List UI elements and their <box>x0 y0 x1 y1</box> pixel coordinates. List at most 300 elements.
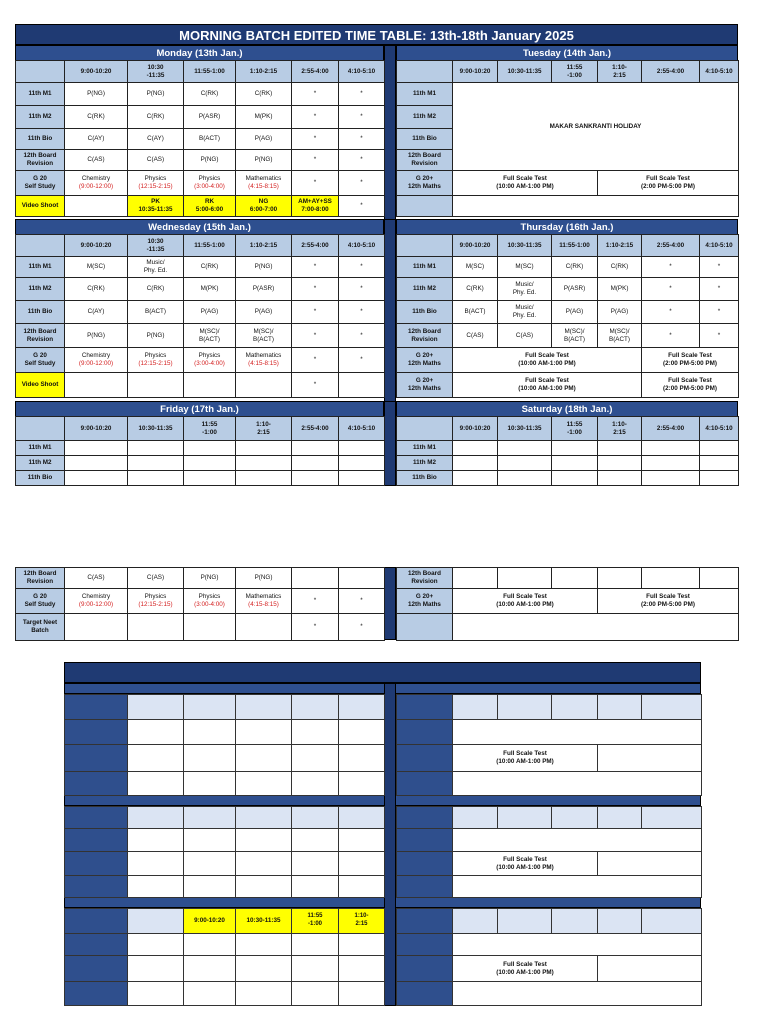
cell-text: G 20+ 12th Maths <box>397 589 453 614</box>
cell-text: 11th Bio <box>16 301 65 324</box>
table-cell <box>498 807 552 829</box>
table-cell <box>128 807 184 829</box>
table-cell <box>65 852 128 876</box>
cell-text: * <box>292 324 339 348</box>
table-cell <box>453 807 498 829</box>
cell-text: 10:30-11:35 <box>498 235 552 257</box>
cell-text: * <box>339 257 385 278</box>
table-cell <box>16 417 65 441</box>
table-cell <box>642 456 700 471</box>
cell-text: (4:15-8:15) <box>248 360 279 367</box>
cell-text: M(PK) <box>598 278 642 301</box>
table-cell <box>236 934 292 956</box>
table-cell <box>128 829 184 852</box>
cell-text: * <box>292 614 339 641</box>
cell-text: Full Scale Test <box>503 750 547 758</box>
cell-text: (2:00 PM-5:00 PM) <box>641 601 695 608</box>
cell-text: (4:15-8:15) <box>248 183 279 190</box>
table-cell <box>642 909 702 934</box>
table-cell <box>292 829 339 852</box>
cell-text: (10:00 AM-1:00 PM) <box>518 385 576 392</box>
column-divider <box>384 683 396 1006</box>
table-cell <box>453 720 702 745</box>
cell-text: (12:15-2:15) <box>138 360 173 367</box>
cell-text: (12:15-2:15) <box>138 183 173 190</box>
cell-text: 9:00-10:20 <box>453 61 498 83</box>
cell-text: * <box>292 373 339 398</box>
cell-text: * <box>642 278 700 301</box>
cell-text: 10:30-11:35 <box>128 417 184 441</box>
column-divider <box>384 401 396 486</box>
cell-text: 10:30-11:35 <box>498 61 552 83</box>
cell-text: M(SC)/ B(ACT) <box>236 324 292 348</box>
table-cell <box>292 807 339 829</box>
cell-text: 9:00-10:20 <box>453 235 498 257</box>
cell-text: 2:55-4:00 <box>292 417 339 441</box>
table-cell <box>236 982 292 1006</box>
cell-text: 4:10-5:10 <box>339 235 385 257</box>
cell-text: Physics <box>198 175 221 183</box>
day-header-wednesday: Wednesday (15th Jan.) <box>15 219 384 236</box>
table-cell <box>598 471 642 486</box>
table-cell <box>598 745 702 772</box>
cell-text: 2:55-4:00 <box>642 417 700 441</box>
cell-text: 4:10-5:10 <box>700 417 739 441</box>
cell-text: (3:00-4:00) <box>194 183 225 190</box>
cell: C(AY) <box>65 129 128 150</box>
table-cell <box>700 471 739 486</box>
table-cell <box>65 772 128 796</box>
cell-text: 12th Board Revision <box>397 324 453 348</box>
table-cell <box>65 745 128 772</box>
table-cell <box>128 909 184 934</box>
table-cell <box>128 852 184 876</box>
cell-text: (10:00 AM-1:00 PM) <box>496 183 554 190</box>
cell-text: Chemistry <box>81 593 111 601</box>
table-cell <box>236 876 292 898</box>
cell-text: Full Scale Test <box>646 593 690 601</box>
table-cell <box>184 956 236 982</box>
cell-text: * <box>339 614 385 641</box>
cell: * <box>292 129 339 150</box>
table-cell <box>397 417 453 441</box>
table-cell <box>397 720 453 745</box>
table-cell <box>65 807 128 829</box>
table-cell <box>339 720 385 745</box>
table-cell <box>65 876 128 898</box>
table-cell <box>292 720 339 745</box>
table-cell <box>642 807 702 829</box>
cell-text: Full Scale Test <box>525 377 569 385</box>
template-table <box>64 806 385 898</box>
table-cell <box>236 589 292 614</box>
table-cell <box>552 456 598 471</box>
table-cell <box>236 745 292 772</box>
cell-text: 11th M1 <box>397 257 453 278</box>
table-cell <box>184 471 236 486</box>
table-cell <box>128 876 184 898</box>
table-cell <box>453 745 598 772</box>
table-cell <box>184 720 236 745</box>
cell-text: * <box>700 257 739 278</box>
table-cell <box>128 471 184 486</box>
cell-text: 11th M2 <box>397 278 453 301</box>
table-cell <box>292 568 339 589</box>
cell: C(AY) <box>128 129 184 150</box>
cell-text: C(RK) <box>453 278 498 301</box>
cell-text: 9:00-10:20 <box>184 909 236 934</box>
table-cell <box>128 441 184 456</box>
cell: * <box>292 171 339 196</box>
table-cell <box>453 456 498 471</box>
table-cell <box>339 829 385 852</box>
cell-text: 11th M2 <box>397 106 453 129</box>
table-cell <box>453 196 739 217</box>
table-cell <box>128 348 184 373</box>
table-cell <box>453 348 642 373</box>
cell-text: * <box>339 301 385 324</box>
table-cell <box>397 934 453 956</box>
cell-text: 11th M1 <box>397 441 453 456</box>
cell: B(ACT) <box>184 129 236 150</box>
cell-text: 9:00-10:20 <box>65 235 128 257</box>
cell-text: C(RK) <box>184 257 236 278</box>
cell-text: M(SC) <box>65 257 128 278</box>
table-cell <box>236 441 292 456</box>
slot-header: 2:55-4:00 <box>292 61 339 83</box>
table-cell <box>397 807 453 829</box>
cell-text: 9:00-10:20 <box>65 417 128 441</box>
table-cell <box>128 373 184 398</box>
cell-text: 10:30 -11:35 <box>128 235 184 257</box>
cell-text: 10:30-11:35 <box>498 417 552 441</box>
cell-text: Music/ Phy. Ed. <box>498 301 552 324</box>
cell-text: Full Scale Test <box>503 175 547 183</box>
cell: * <box>339 83 385 106</box>
cell-text: 11th Bio <box>397 301 453 324</box>
cell-text: 11th Bio <box>16 471 65 486</box>
table-cell <box>700 568 739 589</box>
row-label: 12th Board Revision <box>16 150 65 171</box>
table-cell <box>339 745 385 772</box>
table-cell <box>236 614 292 641</box>
cell-text: * <box>292 257 339 278</box>
cell-text: 11th M1 <box>16 257 65 278</box>
table-cell <box>397 982 453 1006</box>
cell-text: G 20 Self Study <box>16 589 65 614</box>
cell-text: C(AS) <box>453 324 498 348</box>
cell-text: G 20+ 12th Maths <box>397 373 453 398</box>
template-table <box>64 908 385 1006</box>
table-cell <box>598 441 642 456</box>
table-cell <box>65 695 128 720</box>
table-cell <box>498 456 552 471</box>
cell: * <box>339 150 385 171</box>
cell-text: (9:00-12:00) <box>78 360 114 367</box>
cell: PK 10:35-11:35 <box>128 196 184 217</box>
cell-text: 11th M1 <box>397 83 453 106</box>
table-cell <box>552 695 598 720</box>
column-divider <box>384 45 396 220</box>
table-cell <box>339 956 385 982</box>
table-cell <box>339 373 385 398</box>
cell-text: C(AS) <box>128 568 184 589</box>
template-day-bar <box>64 897 701 908</box>
table-cell <box>236 956 292 982</box>
table-cell <box>598 695 642 720</box>
table-cell <box>397 196 453 217</box>
cell: C(RK) <box>184 83 236 106</box>
table-cell <box>184 982 236 1006</box>
table-cell <box>552 807 598 829</box>
column-divider <box>384 567 396 640</box>
cell-text: Full Scale Test <box>668 377 712 385</box>
cell-text: 11:55 -1:00 <box>292 909 339 934</box>
cell-text: Music/ Phy. Ed. <box>498 278 552 301</box>
table-cell <box>292 695 339 720</box>
cell <box>236 171 292 196</box>
cell-text: G 20 Self Study <box>16 348 65 373</box>
cell-text: G 20+ 12th Maths <box>397 171 453 196</box>
table-cell <box>184 745 236 772</box>
cell-text: 11:55-1:00 <box>184 235 236 257</box>
table-cell <box>128 456 184 471</box>
table-cell <box>453 909 498 934</box>
cell-text: P(NG) <box>236 257 292 278</box>
cell-text: * <box>642 257 700 278</box>
friday-table <box>15 416 385 486</box>
cell <box>184 171 236 196</box>
table-cell <box>292 876 339 898</box>
cell-text: 1:10- 2:15 <box>598 61 642 83</box>
table-cell <box>339 772 385 796</box>
table-cell <box>552 909 598 934</box>
table-cell <box>598 807 642 829</box>
cell-text: 11th M1 <box>16 441 65 456</box>
cell-text: Full Scale Test <box>646 175 690 183</box>
cell-text: Chemistry <box>81 175 111 183</box>
cell: * <box>292 150 339 171</box>
cell-text: 4:10-5:10 <box>339 417 385 441</box>
tuesday-table <box>396 60 739 217</box>
cell-text: 11:55-1:00 <box>552 235 598 257</box>
table-cell <box>128 745 184 772</box>
table-cell <box>339 471 385 486</box>
table-cell <box>184 614 236 641</box>
table-cell <box>700 441 739 456</box>
table-cell <box>598 456 642 471</box>
cell-text: P(NG) <box>65 324 128 348</box>
table-cell <box>65 373 128 398</box>
table-cell <box>598 568 642 589</box>
table-cell <box>65 441 128 456</box>
cell-text: P(ASR) <box>236 278 292 301</box>
cell: C(AS) <box>128 150 184 171</box>
table-cell <box>184 348 236 373</box>
template-table <box>396 806 702 898</box>
cell-text: C(AS) <box>65 568 128 589</box>
table-cell <box>236 456 292 471</box>
cell-text: * <box>339 589 385 614</box>
cell-text: 4:10-5:10 <box>700 235 739 257</box>
cell-text: 1:10- 2:15 <box>339 909 385 934</box>
cell-text: M(SC)/ B(ACT) <box>552 324 598 348</box>
cell-text: M(SC)/ B(ACT) <box>598 324 642 348</box>
table-cell <box>16 235 65 257</box>
cell: P(ASR) <box>184 106 236 129</box>
table-cell <box>339 807 385 829</box>
cell: P(NG) <box>236 150 292 171</box>
table-cell <box>184 876 236 898</box>
table-cell <box>642 568 700 589</box>
cell-text: P(AG) <box>598 301 642 324</box>
table-cell <box>397 772 453 796</box>
cell: * <box>339 196 385 217</box>
cell: * <box>292 83 339 106</box>
table-cell <box>65 456 128 471</box>
column-divider <box>384 219 396 402</box>
cell: P(AG) <box>236 129 292 150</box>
table-cell <box>552 471 598 486</box>
table-cell <box>552 568 598 589</box>
day-header-saturday: Saturday (18th Jan.) <box>396 401 738 418</box>
table-cell <box>598 956 702 982</box>
table-cell <box>700 456 739 471</box>
cell-text: B(ACT) <box>453 301 498 324</box>
cell-text: Full Scale Test <box>668 352 712 360</box>
cell-text: 1:10- 2:15 <box>236 417 292 441</box>
table-cell <box>453 956 598 982</box>
cell-text: * <box>339 324 385 348</box>
cell-text: (3:00-4:00) <box>194 601 225 608</box>
table-cell <box>397 235 453 257</box>
table-cell <box>236 829 292 852</box>
cell-text: P(AG) <box>184 301 236 324</box>
table-cell <box>453 695 498 720</box>
cell: * <box>339 129 385 150</box>
table-cell <box>453 373 642 398</box>
cell-text: P(AG) <box>236 301 292 324</box>
template-title-bar <box>64 662 701 683</box>
cell-text: * <box>700 278 739 301</box>
table-cell <box>292 982 339 1006</box>
table-cell <box>65 471 128 486</box>
table-cell <box>498 568 552 589</box>
table-cell <box>292 441 339 456</box>
table-cell <box>397 829 453 852</box>
cell-text: 2:55-4:00 <box>292 235 339 257</box>
cell: C(RK) <box>128 106 184 129</box>
table-cell <box>236 772 292 796</box>
table-cell <box>236 373 292 398</box>
template-day-bar <box>64 795 701 806</box>
cell-text: * <box>292 278 339 301</box>
table-cell <box>397 745 453 772</box>
cell-text: * <box>292 348 339 373</box>
table-cell <box>339 456 385 471</box>
cell-text: 12th Board Revision <box>397 150 453 171</box>
cell-text: Full Scale Test <box>503 593 547 601</box>
cell-text: 1:10-2:15 <box>598 235 642 257</box>
table-cell <box>184 829 236 852</box>
table-cell <box>642 695 702 720</box>
cell-text: (4:15-8:15) <box>248 601 279 608</box>
cell-text: 9:00-10:20 <box>453 417 498 441</box>
table-cell <box>65 982 128 1006</box>
cell-text: M(SC)/ B(ACT) <box>184 324 236 348</box>
cell-text: (10:00 AM-1:00 PM) <box>496 968 554 976</box>
table-cell <box>292 956 339 982</box>
table-cell <box>642 441 700 456</box>
cell-text: * <box>339 278 385 301</box>
table-cell <box>16 61 65 83</box>
cell-text: Target Neet Batch <box>16 614 65 641</box>
cell-text: 12th Board Revision <box>16 324 65 348</box>
cell-text: Mathematics <box>245 175 282 183</box>
table-cell <box>453 471 498 486</box>
table-cell <box>397 956 453 982</box>
cell-text: M(SC) <box>453 257 498 278</box>
table-cell <box>65 934 128 956</box>
cell-text: * <box>642 301 700 324</box>
table-cell <box>65 909 128 934</box>
cell: M(PK) <box>236 106 292 129</box>
table-cell <box>128 934 184 956</box>
cell-text: C(RK) <box>598 257 642 278</box>
template-day-bar <box>64 683 701 694</box>
cell-text: G 20+ 12th Maths <box>397 348 453 373</box>
table-cell <box>642 471 700 486</box>
cell-text: 11:55 -1:00 <box>552 417 598 441</box>
full-scale-test-morning <box>453 171 598 196</box>
cell-text: Mathematics <box>245 352 282 360</box>
table-cell <box>292 772 339 796</box>
cell: * <box>339 106 385 129</box>
cell-text: 12th Board Revision <box>16 568 65 589</box>
row-label: 11th M1 <box>16 83 65 106</box>
saturday-table-continued <box>396 567 739 641</box>
table-cell <box>339 982 385 1006</box>
cell <box>128 171 184 196</box>
table-cell <box>498 909 552 934</box>
table-cell <box>453 934 702 956</box>
table-cell <box>453 852 598 876</box>
table-cell <box>65 196 128 217</box>
cell-text: Physics <box>144 593 167 601</box>
cell-text: M(PK) <box>184 278 236 301</box>
day-header-monday: Monday (13th Jan.) <box>15 45 384 62</box>
cell: RK 5:00-6:00 <box>184 196 236 217</box>
cell-text: * <box>642 324 700 348</box>
cell: C(RK) <box>65 106 128 129</box>
table-cell <box>339 695 385 720</box>
table-cell <box>292 471 339 486</box>
cell-text: 11th Bio <box>397 129 453 150</box>
table-cell <box>453 772 702 796</box>
row-label-video: Video Shoot <box>16 196 65 217</box>
table-cell <box>236 695 292 720</box>
cell-text: Full Scale Test <box>503 960 547 968</box>
table-cell <box>453 441 498 456</box>
table-cell <box>184 934 236 956</box>
cell-text: 2:55-4:00 <box>642 235 700 257</box>
wednesday-table <box>15 234 385 398</box>
table-cell <box>128 956 184 982</box>
cell-text: Video Shoot <box>16 373 65 398</box>
cell: P(NG) <box>128 83 184 106</box>
cell-text: P(NG) <box>128 324 184 348</box>
cell-text: (2:00 PM-5:00 PM) <box>663 360 717 367</box>
